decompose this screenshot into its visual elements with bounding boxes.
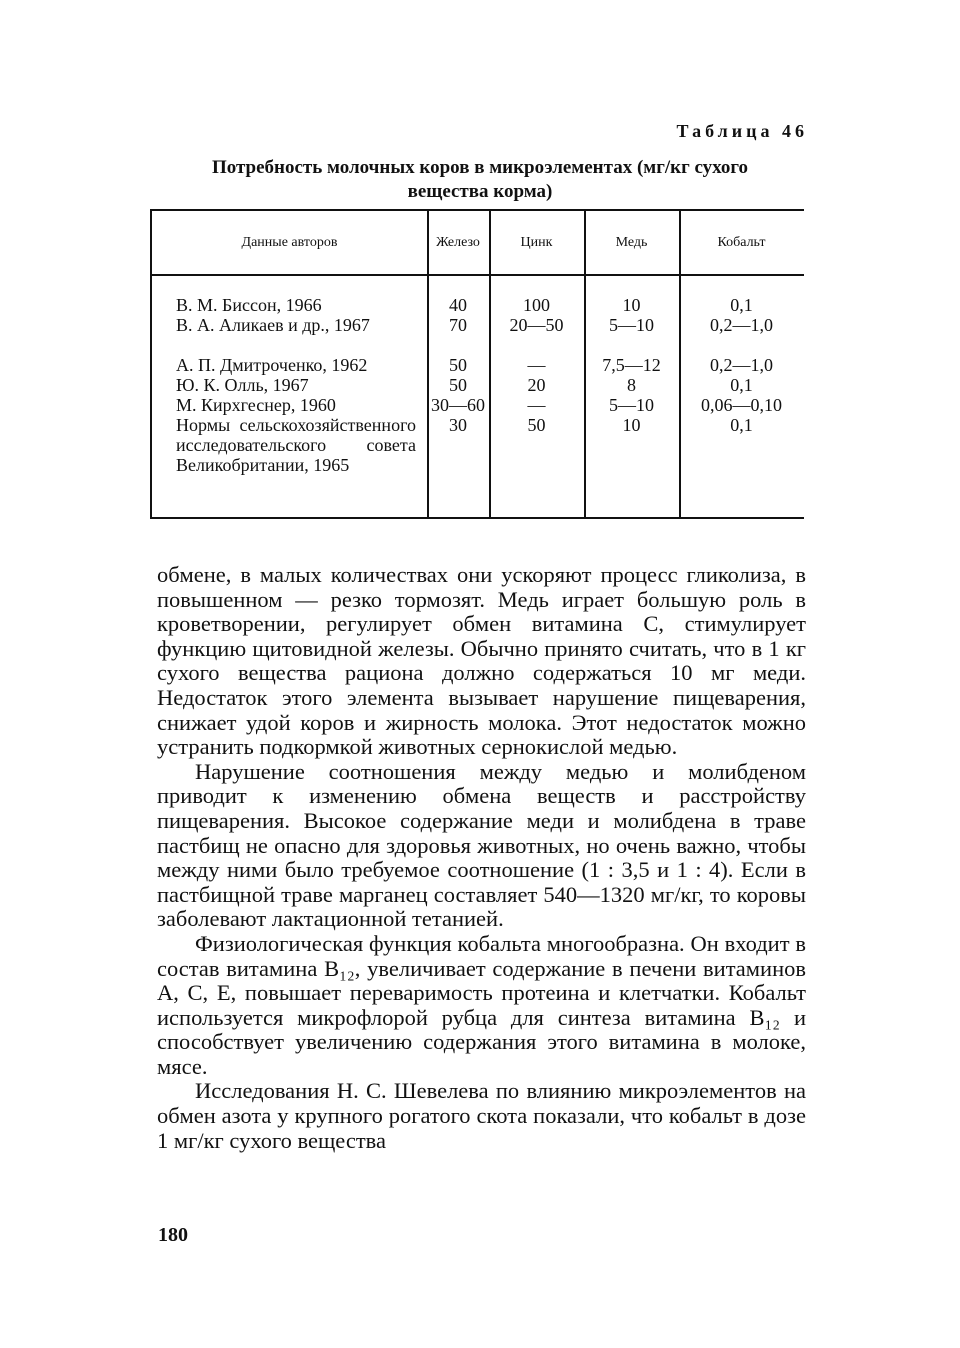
cell-copper: 10 (622, 295, 641, 315)
cell-zinc: 100 (523, 295, 550, 315)
cell-cobalt: 0,1 (730, 415, 753, 435)
cell-author: М. Кирхгеснер, 1960 (176, 395, 336, 415)
cell-cobalt: 0,1 (730, 295, 753, 315)
cell-author: А. П. Дмитроченко, 1962 (176, 355, 368, 375)
table-caption (150, 156, 810, 204)
cell-copper: 8 (627, 375, 636, 395)
cell-copper: 5—10 (609, 395, 654, 415)
cell-copper: 10 (622, 415, 641, 435)
table-label: Таблица 46 (676, 121, 808, 141)
header-iron: Железо (436, 234, 480, 250)
cell-author: Нормы сельскохозяйственного исследовательского совета Великобритании, 1965 (176, 415, 416, 475)
cell-cobalt: 0,1 (730, 375, 753, 395)
body-text (157, 563, 806, 1153)
cell-zinc: — (527, 355, 546, 375)
cell-copper: 5—10 (609, 315, 654, 335)
header-cobalt: Кобальт (717, 234, 766, 250)
header-copper: Медь (615, 234, 648, 250)
cell-author: Ю. К. Олль, 1967 (176, 375, 309, 395)
cell-iron: 30—60 (431, 395, 485, 415)
cell-iron: 30 (449, 415, 467, 435)
cell-cobalt: 0,2—1,0 (710, 315, 773, 335)
cell-iron: 50 (449, 375, 467, 395)
paragraph: Исследования Н. С. Шевелева по влиянию микроэлементов на обмен азота у крупного рогатого скота показали, что кобальт в дозе 1 мг/кг сухого вещества (157, 1078, 806, 1153)
cell-iron: 40 (449, 295, 467, 315)
table-caption-line-1: Потребность молочных коров в микроэлементах (мг/кг сухого (211, 157, 749, 178)
cell-zinc: — (527, 395, 546, 415)
cell-zinc: 20 (527, 375, 546, 395)
cell-author: В. А. Аликаев и др., 1967 (176, 315, 370, 335)
page-number: 180 (158, 1224, 188, 1246)
header-zinc: Цинк (520, 234, 553, 250)
cell-iron: 50 (449, 355, 467, 375)
cell-cobalt: 0,2—1,0 (710, 355, 773, 375)
micronutrient-table (150, 209, 804, 519)
header-authors: Данные авторов (241, 234, 338, 250)
cell-zinc: 50 (527, 415, 546, 435)
cell-cobalt: 0,06—0,10 (701, 395, 782, 415)
table-caption-line-2: вещества корма) (407, 181, 553, 202)
cell-iron: 70 (449, 315, 467, 335)
cell-author: В. М. Биссон, 1966 (176, 295, 322, 315)
paragraph: обмене, в малых количествах они ускоряют процесс гликолиза, в повышенном — резко тормозят. Медь играет большую роль в кроветворении, регулирует обмен витамина С, стимулирует функцию щитовидной железы. Обычно принято считать, что в 1 кг сухого вещества рациона должно содержаться 10 мг меди. Недостаток этого элемента вызывает нарушение пищеварения, снижает удой коров и жирность молока. Этот недостаток можно устранить подкормкой животных сернокислой медью. (157, 562, 806, 760)
cell-zinc: 20—50 (509, 315, 564, 335)
paragraph: Физиологическая функция кобальта многообразна. Он входит в состав витамина В₁₂, увеличивает содержание в печени витаминов А, С, Е, повышает переваримость протеина и клетчатки. Кобальт используется микрофлорой рубца для синтеза витамина В₁₂ и способствует увеличению содержания этого витамина в молоке, мясе. (157, 930, 806, 1079)
header-divider (152, 274, 804, 276)
cell-copper: 7,5—12 (602, 355, 661, 375)
paragraph: Нарушение соотношения между медью и молибденом приводит к изменению обмена веществ и расстройству пищеварения. Высокое содержание меди и молибдена в траве пастбищ не опасно для здоровья животных, но очень важно, чтобы между ними было требуемое соотношение (1 : 3,5 и 1 : 4). Если в пастбищной траве марганец составляет 540—1320 мг/кг, то коровы заболевают лактационной тетанией. (157, 758, 806, 932)
